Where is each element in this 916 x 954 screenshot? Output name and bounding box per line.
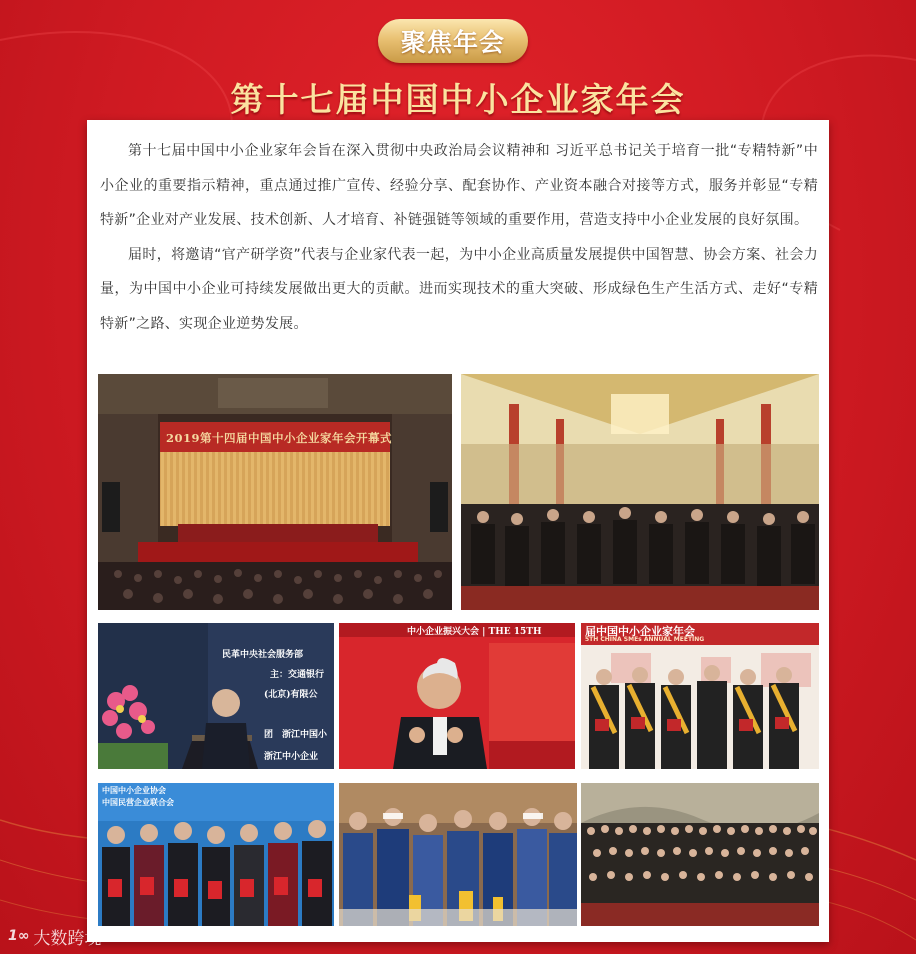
photo-backdrop-text-1: 中国中小企业协会	[102, 785, 166, 795]
photo-award-recipients	[581, 623, 819, 769]
photo-backdrop-text-1: 民革中央社会服务部	[222, 650, 304, 660]
photo-certificate-holders	[98, 783, 334, 926]
photo-backdrop-text-4: 团 浙江中国小	[264, 730, 328, 740]
intro-text	[100, 134, 818, 341]
watermark-logo-icon: 1∞	[8, 928, 30, 944]
photo-speaker-red-stage	[339, 623, 575, 769]
photo-backdrop-text-2: 中国民营企业联合会	[102, 797, 174, 807]
photo-speaker-podium	[98, 623, 334, 769]
photo-opening-ceremony-hall	[98, 374, 452, 610]
paragraph-1: 第十七届中国中小企业家年会旨在深入贯彻中央政治局会议精神和 习近平总书记关于培育一批“专精特新”中小企业的重要指示精神，重点通过推广宣传、经验分享、配套协作、产业资本融合对接等方式，服务并彰显“专精特新”企业对产业发展、技术创新、人才培育、补链强链等领域的重要作用，营造支持中小企业发展的良好氛围。	[100, 143, 818, 228]
photo-banner-text: 届中国中小企业家年会	[585, 625, 695, 638]
photo-backdrop-text-3: (北京)有限公	[264, 690, 318, 700]
photo-backdrop-text-2: 主：交通银行	[270, 670, 325, 680]
photo-banner-text: 2019第十四届中国中小企业家年会开幕式	[166, 431, 393, 445]
photo-group-portrait	[581, 783, 819, 926]
watermark	[8, 924, 101, 948]
photo-banner-text: 中小企业振兴大会 | THE 15TH	[407, 627, 542, 637]
watermark-text: 大数跨境	[33, 928, 102, 949]
photo-group-blue-scarves	[339, 783, 577, 926]
photo-banner-subtext: 5TH CHINA SMEs ANNUAL MEETING	[585, 636, 705, 643]
photo-banquet-hall	[461, 374, 819, 610]
paragraph-2: 届时，将邀请“官产研学资”代表与企业家代表一起，为中小企业高质量发展提供中国智慧、协会方案、社会力量，为中国中小企业可持续发展做出更大的贡献。进而实现技术的重大突破、形成绿色生产生活方式、走好“专精特新”之路、实现企业逆势发展。	[100, 246, 818, 332]
section-badge: 聚焦年会	[378, 19, 528, 63]
photo-backdrop-text-5: 浙江中小企业	[264, 752, 319, 762]
page-title: 第十七届中国中小企业家年会	[230, 80, 686, 119]
